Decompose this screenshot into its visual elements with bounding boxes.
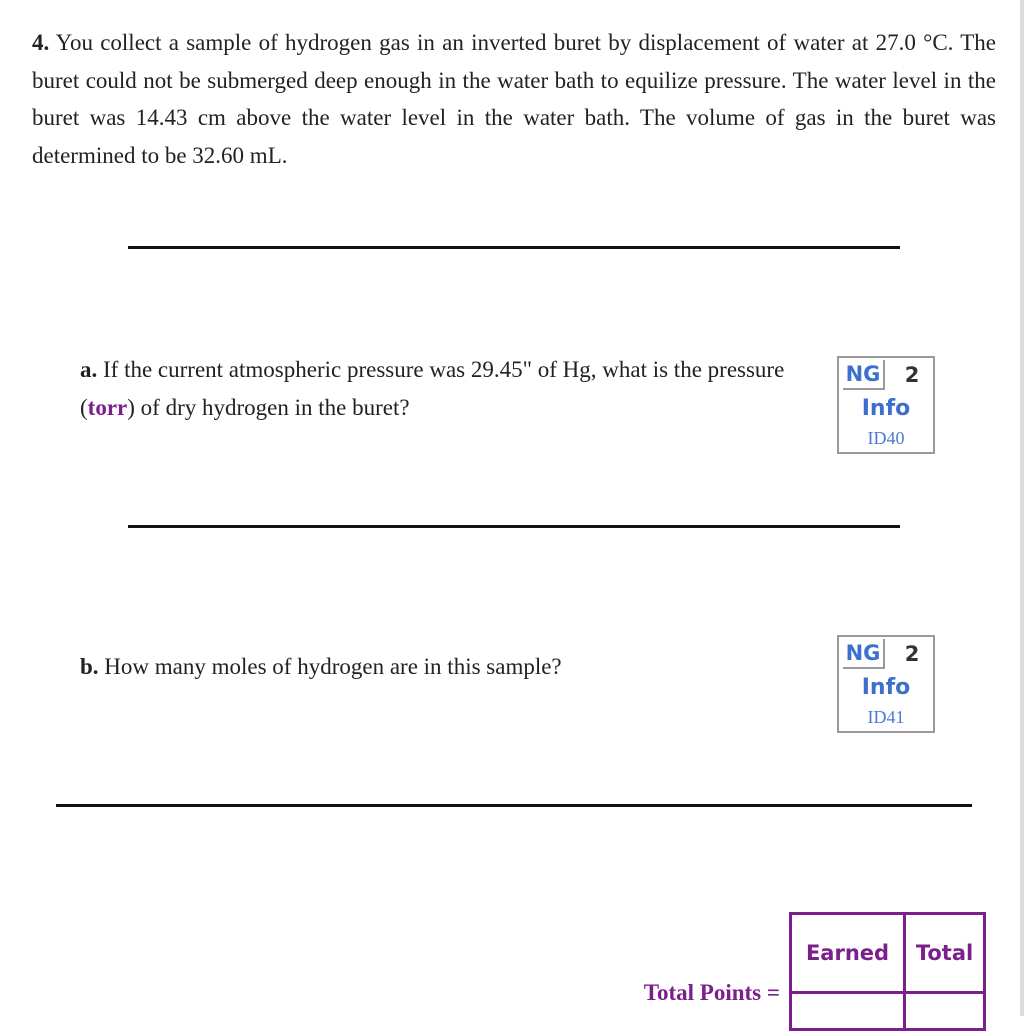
- part-b-text: How many moles of hydrogen are in this sample?: [104, 654, 562, 679]
- part-b-id: ID41: [867, 707, 905, 727]
- question-4: [32, 24, 996, 174]
- part-a-unit: torr: [87, 395, 128, 420]
- part-a-points-box: [837, 356, 935, 454]
- part-a-text-before: If the current atmospheric pressure was 29.45" of Hg, what is the pressure (: [80, 357, 785, 420]
- part-a-points: 2: [904, 363, 920, 387]
- earned-header: Earned: [791, 914, 905, 993]
- score-table-header-row: [791, 914, 985, 993]
- score-table: [789, 912, 986, 1031]
- part-a-label: a.: [80, 357, 98, 382]
- question-text: You collect a sample of hydrogen gas in an inverted buret by displacement of water at 27.0 °C. The buret could not be submerged deep enough in the water bath to equilize pressure. The water level in the buret was 14.43 cm above the water level in the water bath. The volume of gas in the buret was determined to be 32.60 mL.: [32, 30, 997, 168]
- part-a-text-after: ) of dry hydrogen in the buret?: [127, 395, 410, 420]
- part-b-points-row: [839, 637, 933, 671]
- part-b-points: 2: [904, 642, 920, 666]
- part-b-ng-button[interactable]: NG: [843, 639, 885, 669]
- part-a-ng-button[interactable]: NG: [843, 360, 885, 390]
- total-header: Total: [905, 914, 985, 993]
- question-number: 4.: [32, 30, 50, 55]
- answer-divider-1: [128, 246, 900, 249]
- section-divider: [56, 804, 972, 807]
- part-b: [80, 648, 790, 686]
- part-a: [80, 351, 790, 427]
- part-b-points-box: [837, 635, 935, 733]
- earned-value-cell: [791, 993, 905, 1030]
- part-a-info-link[interactable]: Info: [861, 396, 911, 421]
- part-b-label: b.: [80, 654, 99, 679]
- part-b-info-link[interactable]: Info: [861, 675, 911, 700]
- total-value-cell: [905, 993, 985, 1030]
- total-points-label: Total Points =: [643, 980, 780, 1005]
- page-edge-shadow: [1020, 0, 1024, 1016]
- part-a-id: ID40: [867, 428, 905, 448]
- score-table-value-row: [791, 993, 985, 1030]
- part-a-points-row: [839, 358, 933, 392]
- answer-divider-2: [128, 525, 900, 528]
